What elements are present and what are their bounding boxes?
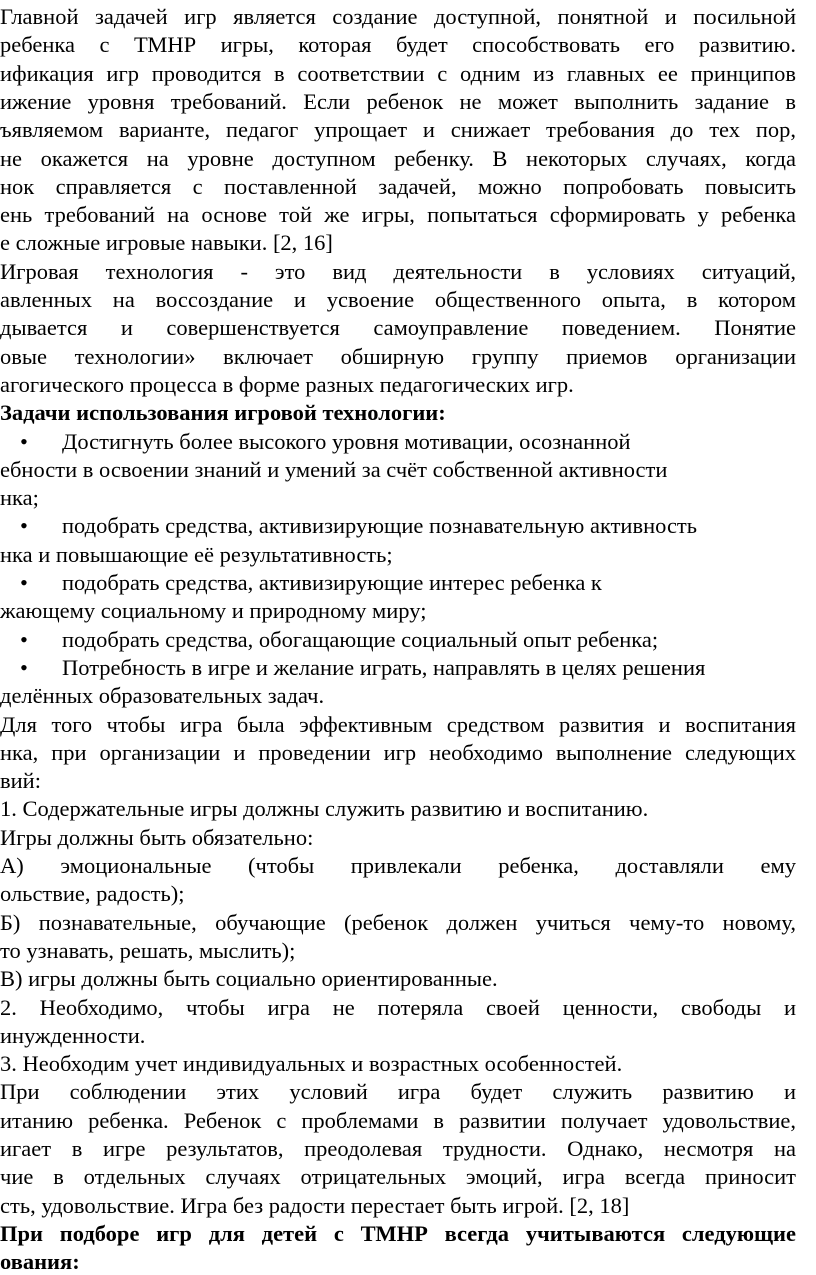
bullet-continuation-line: делённых образовательных задач.: [0, 683, 325, 709]
bullet-text: подобрать средства, обогащающие социальный опыт ребенка;: [62, 626, 659, 652]
paragraph-line: овые технологии» включает обширную группу приемов организации: [0, 343, 796, 369]
bullet-icon: •: [20, 513, 28, 539]
bullet-text: Достигнуть более высокого уровня мотивации, осознанной: [62, 428, 631, 454]
bullet-icon: •: [20, 626, 28, 652]
paragraph-line: игает в игре результатов, преодолевая трудности. Однако, несмотря на: [0, 1136, 796, 1161]
paragraph-line: Игры должны быть обязательно:: [0, 824, 314, 850]
bullet-text: подобрать средства, активизирующие интерес ребенка к: [62, 570, 602, 595]
bullet-icon: •: [20, 570, 28, 595]
paragraph-line: то узнавать, решать, мыслить);: [0, 937, 296, 963]
paragraph-line: Главной задачей игр является создание доступной, понятной и посильной: [0, 4, 796, 29]
bullet-text: Потребность в игре и желание играть, направлять в целях решения: [62, 654, 706, 680]
bullet-continuation-line: жающему социальному и природному миру;: [0, 598, 427, 624]
paragraph-line: дывается и совершенствуется самоуправление поведением. Понятие: [0, 315, 796, 341]
paragraph-line: ребенка с ТМНР игры, которая будет способствовать его развитию.: [0, 32, 796, 58]
bullet-item: [20, 427, 796, 457]
paragraph-line: ольствие, радость);: [0, 881, 185, 907]
bullet-icon: •: [20, 428, 28, 454]
paragraph-line: чие в отдельных случаях отрицательных эмоций, игра всегда приносит: [0, 1164, 796, 1190]
bullet-text: подобрать средства, активизирующие познавательную активность: [62, 513, 698, 539]
paragraph-line: ъявляемом варианте, педагог упрощает и снижает требования до тех пор,: [0, 117, 796, 143]
section-heading: ования:: [0, 1249, 80, 1275]
paragraph-line: е сложные игровые навыки. [2, 16]: [0, 230, 333, 256]
section-heading: Задачи использования игровой технологии:: [0, 400, 446, 426]
paragraph-line: Б) познавательные, обучающие (ребенок должен учиться чему-то новому,: [0, 909, 796, 935]
bullet-item: [20, 625, 796, 655]
bullet-continuation-line: нка;: [0, 485, 39, 511]
bullet-continuation-line: ебности в освоении знаний и умений за счёт собственной активности: [0, 456, 668, 482]
bullet-icon: •: [20, 654, 28, 680]
paragraph-line: 3. Необходим учет индивидуальных и возрастных особенностей.: [0, 1051, 623, 1077]
paragraph-line: Игровая технология - это вид деятельности в условиях ситуаций,: [0, 258, 796, 284]
bullet-item: [20, 568, 796, 598]
paragraph-line: инужденности.: [0, 1022, 146, 1048]
bullet-continuation-line: нка и повышающие её результативность;: [0, 541, 393, 567]
paragraph-line: нка, при организации и проведении игр необходимо выполнение следующих: [0, 739, 796, 765]
paragraph-line: ижение уровня требований. Если ребенок не может выполнить задание в: [0, 88, 796, 114]
paragraph-line: А) эмоциональные (чтобы привлекали ребенка, доставляли ему: [0, 853, 796, 878]
paragraph-line: агогического процесса в форме разных педагогических игр.: [0, 371, 574, 397]
paragraph-line: 2. Необходимо, чтобы игра не потеряла своей ценности, свободы и: [0, 994, 796, 1020]
paragraph-line: авленных на воссоздание и усвоение общественного опыта, в котором: [0, 287, 796, 312]
bullet-item: [20, 511, 796, 541]
paragraph-line: При соблюдении этих условий игра будет служить развитию и: [0, 1079, 796, 1105]
paragraph-line: сть, удовольствие. Игра без радости перестает быть игрой. [2, 18]: [0, 1192, 630, 1218]
paragraph-line: 1. Содержательные игры должны служить развитию и воспитанию.: [0, 796, 649, 822]
paragraph-line: итанию ребенка. Ребенок с проблемами в развитии получает удовольствие,: [0, 1107, 796, 1133]
paragraph-line: ификация игр проводится в соответствии с одним из главных ее принципов: [0, 60, 796, 86]
section-heading: При подборе игр для детей с ТМНР всегда учитываются следующие: [0, 1220, 796, 1246]
paragraph-line: нок справляется с поставленной задачей, можно попробовать повысить: [0, 173, 796, 199]
paragraph-line: ень требований на основе той же игры, попытаться сформировать у ребенка: [0, 202, 796, 228]
paragraph-line: В) игры должны быть социально ориентированные.: [0, 966, 498, 992]
bullet-item: [20, 653, 796, 683]
paragraph-line: не окажется на уровне доступном ребенку. В некоторых случаях, когда: [0, 145, 796, 171]
paragraph-line: Для того чтобы игра была эффективным средством развития и воспитания: [0, 711, 796, 737]
paragraph-line: вий:: [0, 768, 41, 794]
